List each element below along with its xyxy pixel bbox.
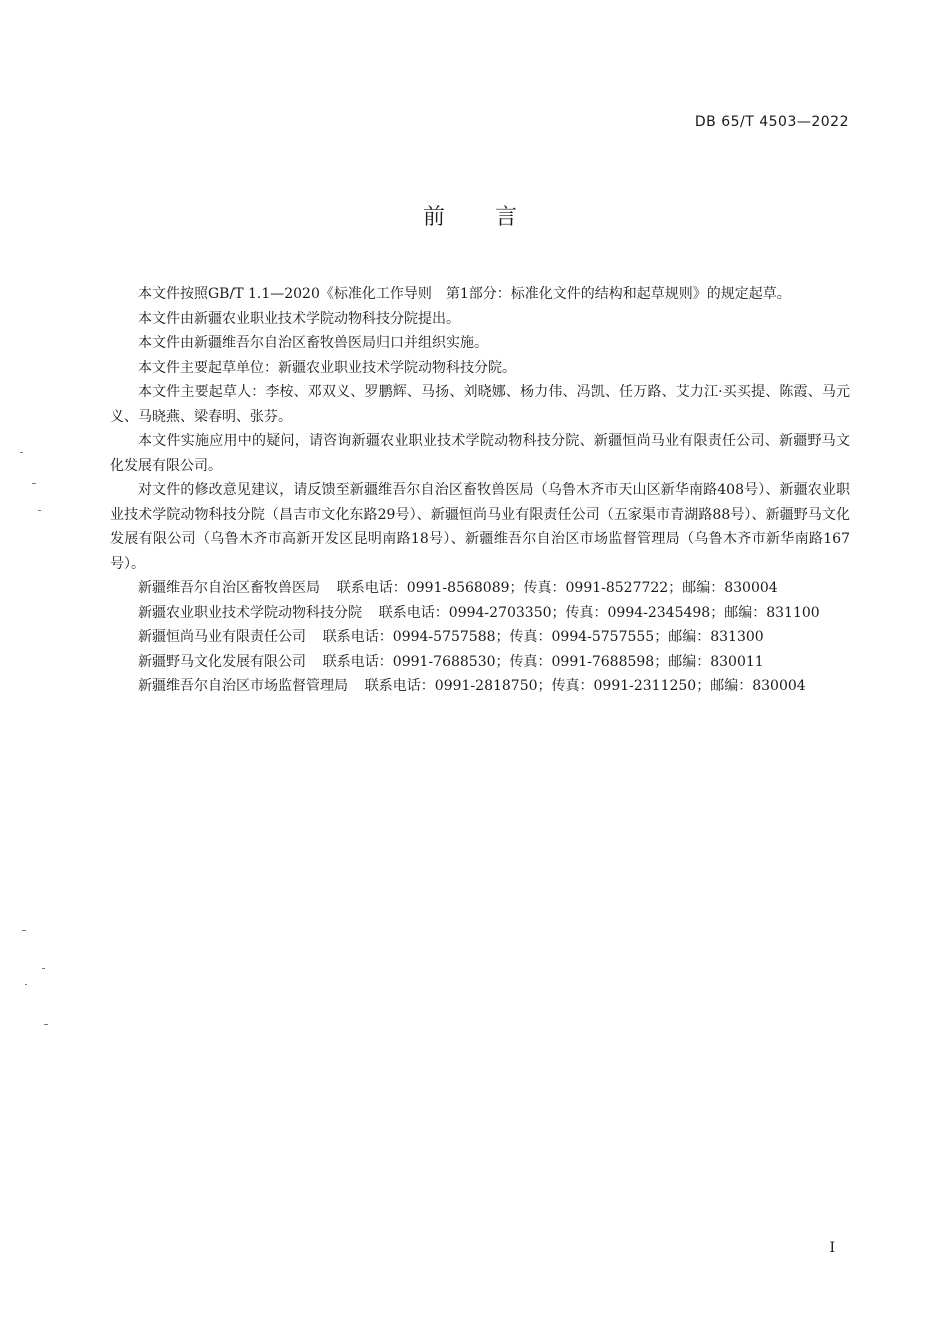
- contact-info: 联系电话：0991-7688530；传真：0991-7688598；邮编：830011: [322, 653, 764, 670]
- contact-row: [110, 674, 850, 699]
- scan-speck: [22, 930, 26, 931]
- contact-info: 联系电话：0994-2703350；传真：0994-2345498；邮编：831100: [378, 604, 820, 621]
- contact-org: 新疆野马文化发展有限公司: [138, 653, 306, 670]
- scan-speck: [42, 968, 45, 969]
- scan-speck: [44, 1024, 48, 1025]
- contact-org: 新疆农业职业技术学院动物科技分院: [138, 604, 362, 621]
- paragraph-drafters: 本文件主要起草人：李桉、邓双义、罗鹏辉、马扬、刘晓娜、杨力伟、冯凯、任万路、艾力江·买买提、陈霞、马元义、马晓燕、梁春明、张芬。: [110, 384, 850, 425]
- page-number: I: [829, 1240, 835, 1256]
- contact-row: [110, 576, 850, 601]
- standard-code: DB 65/T 4503—2022: [694, 114, 849, 130]
- page-title: 前言: [422, 205, 567, 230]
- contact-org: 新疆维吾尔自治区市场监督管理局: [138, 678, 348, 694]
- contact-list: [110, 576, 850, 699]
- scan-speck: [20, 452, 23, 453]
- scan-speck: [32, 483, 36, 484]
- document-body: [110, 282, 850, 699]
- contact-org: 新疆恒尚马业有限责任公司: [138, 629, 306, 645]
- scan-speck: [25, 984, 27, 985]
- paragraph-feedback: 对文件的修改意见建议，请反馈至新疆维吾尔自治区畜牧兽医局（乌鲁木齐市天山区新华南路408号）、新疆农业职业技术学院动物科技分院（昌吉市文化东路29号）、新疆恒尚马业有限责任公司（五家渠市青湖路88号）、新疆野马文化发展有限公司（乌鲁木齐市高新开发区昆明南路18号）、新疆维吾尔自治区市场监督管理局（乌鲁木齐市新华南路167号）。: [110, 482, 850, 572]
- scan-speck: [38, 510, 41, 511]
- paragraph-drafting-unit: 本文件主要起草单位：新疆农业职业技术学院动物科技分院。: [138, 359, 516, 376]
- contact-org: 新疆维吾尔自治区畜牧兽医局: [138, 580, 320, 596]
- paragraph-drafting-basis: 本文件按照GB/T 1.1—2020《标准化工作导则 第1部分：标准化文件的结构和起草规则》的规定起草。: [138, 286, 791, 302]
- contact-row: [110, 601, 850, 626]
- contact-info: 联系电话：0994-5757588；传真：0994-5757555；邮编：831300: [322, 629, 764, 645]
- contact-info: 联系电话：0991-2818750；传真：0991-2311250；邮编：830004: [364, 678, 806, 694]
- paragraph-administrator: 本文件由新疆维吾尔自治区畜牧兽医局归口并组织实施。: [138, 335, 488, 351]
- contact-info: 联系电话：0991-8568089；传真：0991-8527722；邮编：830004: [336, 580, 778, 596]
- paragraph-proposer: 本文件由新疆农业职业技术学院动物科技分院提出。: [138, 310, 460, 327]
- paragraph-inquiries: 本文件实施应用中的疑问，请咨询新疆农业职业技术学院动物科技分院、新疆恒尚马业有限责任公司、新疆野马文化发展有限公司。: [110, 433, 850, 474]
- contact-row: [110, 650, 850, 675]
- contact-row: [110, 625, 850, 650]
